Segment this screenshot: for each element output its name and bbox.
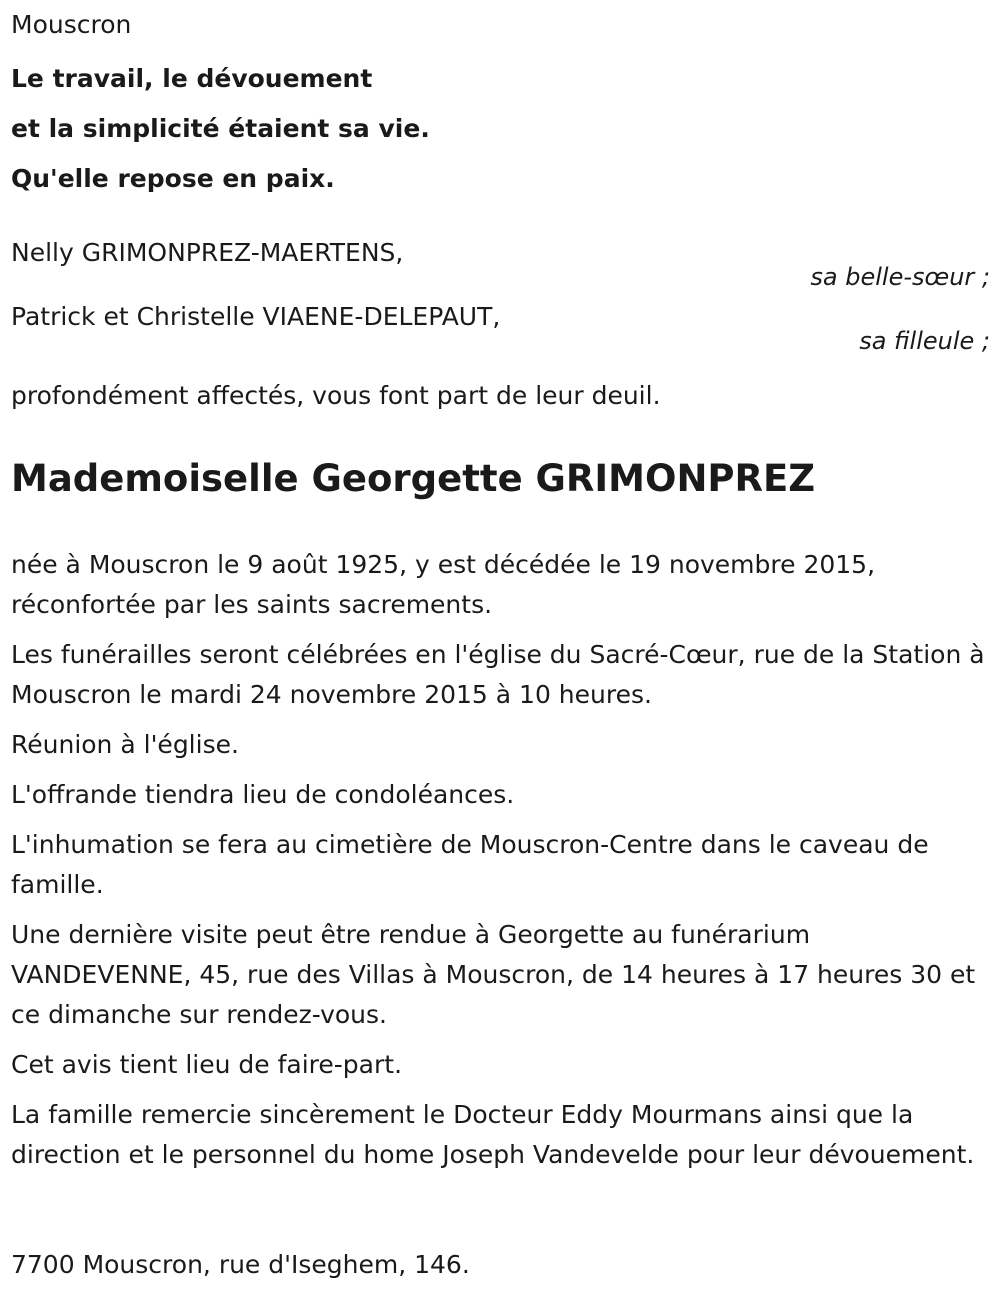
paragraph-meeting: Réunion à l'église.	[11, 730, 239, 759]
mourner-name: Nelly GRIMONPREZ-MAERTENS,	[11, 238, 404, 267]
quote-line: Qu'elle repose en paix.	[11, 164, 335, 193]
affected-line: profondément affectés, vous font part de leur deuil.	[11, 381, 661, 410]
paragraph-visit: Une dernière visite peut être rendue à Georgette au funérarium VANDEVENNE, 45, rue des Villas à Mouscron, de 14 heures à 17 heures 30 et ce dimanche sur rendez-vous.	[11, 920, 976, 1029]
quote-block	[11, 54, 430, 204]
mourner-relation: sa filleule ;	[859, 327, 990, 355]
mourner-relation: sa belle-sœur ;	[810, 263, 990, 291]
paragraph-announcement: Cet avis tient lieu de faire-part.	[11, 1050, 403, 1079]
paragraph-burial: L'inhumation se fera au cimetière de Mouscron-Centre dans le caveau de famille.	[11, 830, 929, 899]
mourner-entry	[11, 297, 990, 361]
notice-body	[11, 545, 990, 1185]
paragraph-birth-death: née à Mouscron le 9 août 1925, y est décédée le 19 novembre 2015, réconfortée par les saints sacrements.	[11, 550, 876, 619]
mourner-entry	[11, 233, 990, 297]
family-address: 7700 Mouscron, rue d'Iseghem, 146.	[11, 1250, 470, 1279]
quote-line: et la simplicité étaient sa vie.	[11, 114, 430, 143]
mourner-name: Patrick et Christelle VIAENE-DELEPAUT,	[11, 302, 501, 331]
place-heading: Mouscron	[11, 10, 132, 39]
mourners-list	[11, 233, 990, 361]
paragraph-funeral: Les funérailles seront célébrées en l'église du Sacré-Cœur, rue de la Station à Mouscron le mardi 24 novembre 2015 à 10 heures.	[11, 640, 985, 709]
paragraph-thanks: La famille remercie sincèrement le Docteur Eddy Mourmans ainsi que la direction et le personnel du home Joseph Vandevelde pour leur dévouement.	[11, 1100, 975, 1169]
deceased-name: Mademoiselle Georgette GRIMONPREZ	[11, 457, 816, 500]
paragraph-offering: L'offrande tiendra lieu de condoléances.	[11, 780, 515, 809]
quote-line: Le travail, le dévouement	[11, 64, 373, 93]
